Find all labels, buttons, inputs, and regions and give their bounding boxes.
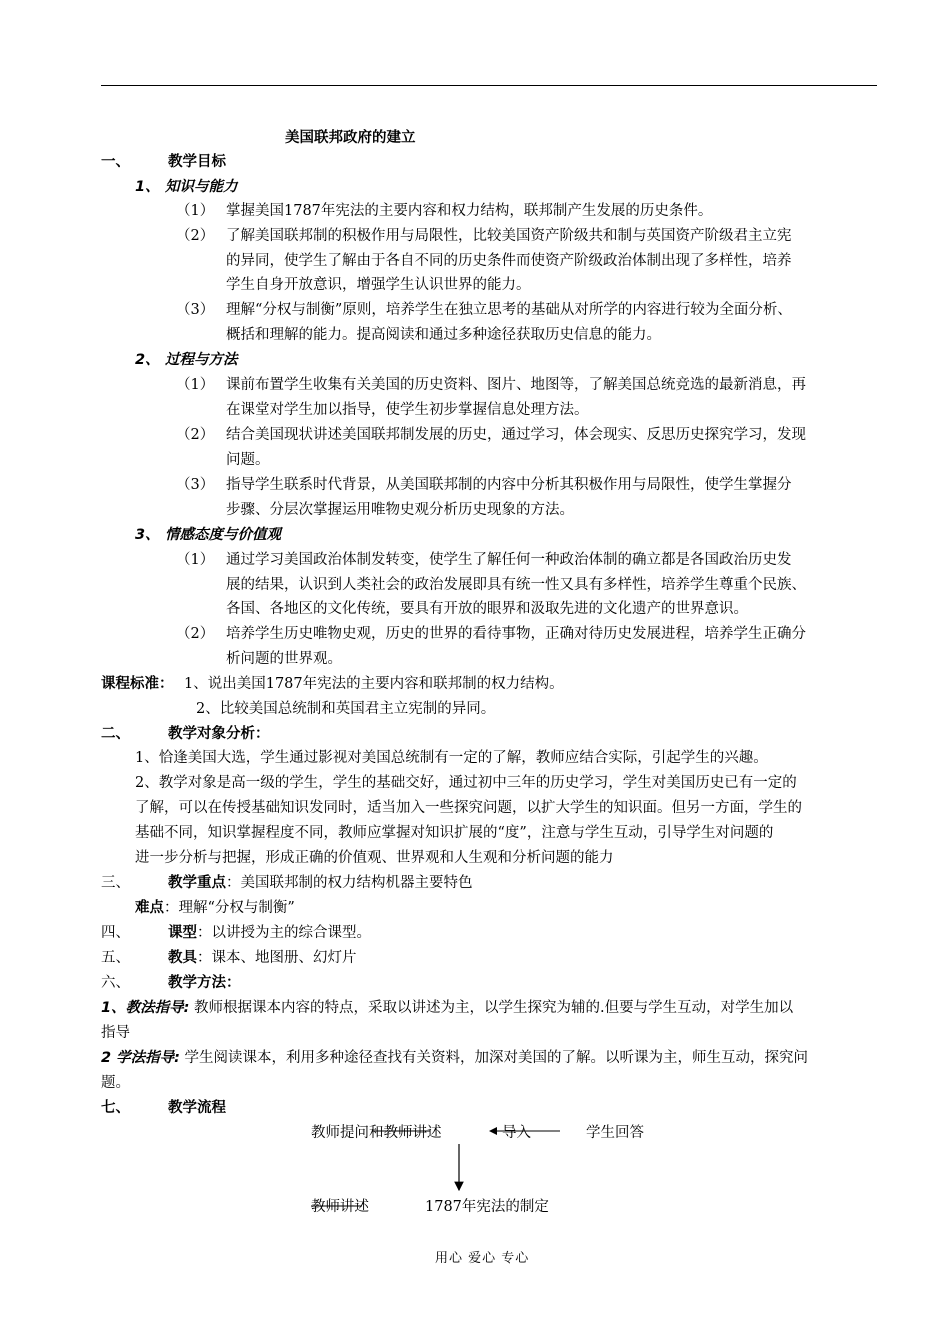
flow-node-constitution: 1787年宪法的制定 xyxy=(425,1199,549,1215)
flow-node-teacher-question: 教师提问和教师讲述 xyxy=(311,1125,442,1141)
methods-colon: ： xyxy=(226,975,241,991)
sub-3-heading: 情感态度与价值观 xyxy=(165,527,281,543)
flow-node-student-answer: 学生回答 xyxy=(586,1125,644,1141)
item-line: 培养学生历史唯物史观，历史的世界的看待事物，正确对待历史发展进程，培养学生正确分 xyxy=(226,626,806,642)
item-line: 问题。 xyxy=(226,452,270,468)
sub-1-number: 1、 xyxy=(135,179,160,195)
item-line: 展的结果，认识到人类社会的政治发展即具有统一性又具有多样性，培养学生尊重个民族、 xyxy=(226,577,806,593)
item-number: （3） xyxy=(176,477,215,493)
page-footer: 用心 爱心 专心 xyxy=(435,1251,530,1266)
standard-line-2: 2、比较美国总统制和英国君主立宪制的异同。 xyxy=(196,701,496,717)
item-number: （1） xyxy=(176,552,215,568)
item-number: （1） xyxy=(176,203,215,219)
item-line: 课前布置学生收集有关美国的历史资料、图片、地图等，了解美国总统竞选的最新消息，再 xyxy=(226,377,806,393)
tools-label: 教具 xyxy=(168,950,197,966)
difficulty-text: ：理解“分权与制衡” xyxy=(164,900,295,916)
standard-label: 课程标准： xyxy=(101,676,174,692)
method-2-label: 2 学法指导: xyxy=(101,1050,180,1066)
item-line: 了解美国联邦制的积极作用与局限性，比较美国资产阶级共和制与英国资产阶级君主立宪 xyxy=(226,228,792,244)
item-number: （1） xyxy=(176,377,215,393)
item-line: 理解“分权与制衡”原则，培养学生在独立思考的基础从对所学的内容进行较为全面分析、 xyxy=(226,302,792,318)
method-1-line-2: 指导 xyxy=(101,1025,130,1041)
item-line: 在课堂对学生加以指导，使学生初步掌握信息处理方法。 xyxy=(226,402,589,418)
flow-node-intro: 导入 xyxy=(502,1125,531,1141)
section-2-heading: 教学对象分析： xyxy=(168,726,270,742)
item-line: 各国、各地区的文化传统，要具有开放的眼界和汲取先进的文化遗产的世界意识。 xyxy=(226,601,748,617)
item-line: 指导学生联系时代背景，从美国联邦制的内容中分析其积极作用与局限性，使学生掌握分 xyxy=(226,477,792,493)
method-2-line-2: 题。 xyxy=(101,1075,130,1091)
item-line: 学生自身开放意识，增强学生认识世界的能力。 xyxy=(226,277,531,293)
item-line: 结合美国现状讲述美国联邦制发展的历史，通过学习，体会现实、反思历史探究学习，发现 xyxy=(226,427,806,443)
item-line: 析问题的世界观。 xyxy=(226,651,342,667)
section-3-number: 三、 xyxy=(101,875,130,891)
page-title: 美国联邦政府的建立 xyxy=(285,130,416,146)
item-number: （2） xyxy=(176,427,215,443)
difficulty-label: 难点 xyxy=(135,900,164,916)
analysis-line: 进一步分析与把握，形成正确的价值观、世界观和人生观和分析问题的能力 xyxy=(135,850,614,866)
sub-2-heading: 过程与方法 xyxy=(165,352,238,368)
section-7-heading: 教学流程 xyxy=(168,1100,226,1116)
section-1-number: 一、 xyxy=(101,154,130,170)
item-line: 掌握美国1787年宪法的主要内容和权力结构，联邦制产生发展的历史条件。 xyxy=(226,203,713,219)
analysis-line: 了解，可以在传授基础知识发同时，适当加入一些探究问题，以扩大学生的知识面。但另一方面，学生的 xyxy=(135,800,802,816)
flow-node-teacher-lecture: 教师讲述 xyxy=(311,1199,369,1215)
tools-text: ：课本、地图册、幻灯片 xyxy=(197,950,357,966)
section-7-number: 七、 xyxy=(101,1100,130,1116)
item-line: 概括和理解的能力。提高阅读和通过多种途径获取历史信息的能力。 xyxy=(226,327,661,343)
section-5-number: 五、 xyxy=(101,950,130,966)
methods-label: 教学方法 xyxy=(168,975,226,991)
key-points-text: ：美国联邦制的权力结构机器主要特色 xyxy=(226,875,473,891)
method-1-label: 1、教法指导: xyxy=(101,1000,190,1016)
item-line: 的异同，使学生了解由于各自不同的历史条件而使资产阶级政治体制出现了多样性，培养 xyxy=(226,253,792,269)
sub-2-number: 2、 xyxy=(135,352,160,368)
section-2-number: 二、 xyxy=(101,726,130,742)
section-6-number: 六、 xyxy=(101,975,130,991)
item-number: （2） xyxy=(176,626,215,642)
section-4-number: 四、 xyxy=(101,925,130,941)
method-2-text: 学生阅读课本，利用多种途径查找有关资料，加深对美国的了解。以听课为主，师生互动，探究问 xyxy=(179,1050,809,1066)
item-number: （2） xyxy=(176,228,215,244)
item-line: 步骤、分层次掌握运用唯物史观分析历史现象的方法。 xyxy=(226,502,574,518)
analysis-paragraph-1: 1、恰逢美国大选，学生通过影视对美国总统制有一定的了解，教师应结合实际，引起学生的兴趣。 xyxy=(135,750,768,766)
analysis-line: 基础不同，知识掌握程度不同，教师应掌握对知识扩展的“度”，注意与学生互动，引导学生对问题的 xyxy=(135,825,774,841)
key-points-label: 教学重点 xyxy=(168,875,226,891)
item-line: 通过学习美国政治体制发转变，使学生了解任何一种政治体制的确立都是各国政治历史发 xyxy=(226,552,792,568)
standard-line-1: 1、说出美国1787年宪法的主要内容和联邦制的权力结构。 xyxy=(184,676,564,692)
class-type-text: ：以讲授为主的综合课型。 xyxy=(197,925,371,941)
method-1-text: 教师根据课本内容的特点，采取以讲述为主，以学生探究为辅的.但要与学生互动，对学生加以 xyxy=(189,1000,794,1016)
sub-1-heading: 知识与能力 xyxy=(165,179,238,195)
section-1-heading: 教学目标 xyxy=(168,154,226,170)
item-number: （3） xyxy=(176,302,215,318)
analysis-line: 2、教学对象是高一级的学生，学生的基础交好，通过初中三年的历史学习，学生对美国历史已有一定的 xyxy=(135,775,797,791)
sub-3-number: 3、 xyxy=(135,527,160,543)
class-type-label: 课型 xyxy=(168,925,197,941)
